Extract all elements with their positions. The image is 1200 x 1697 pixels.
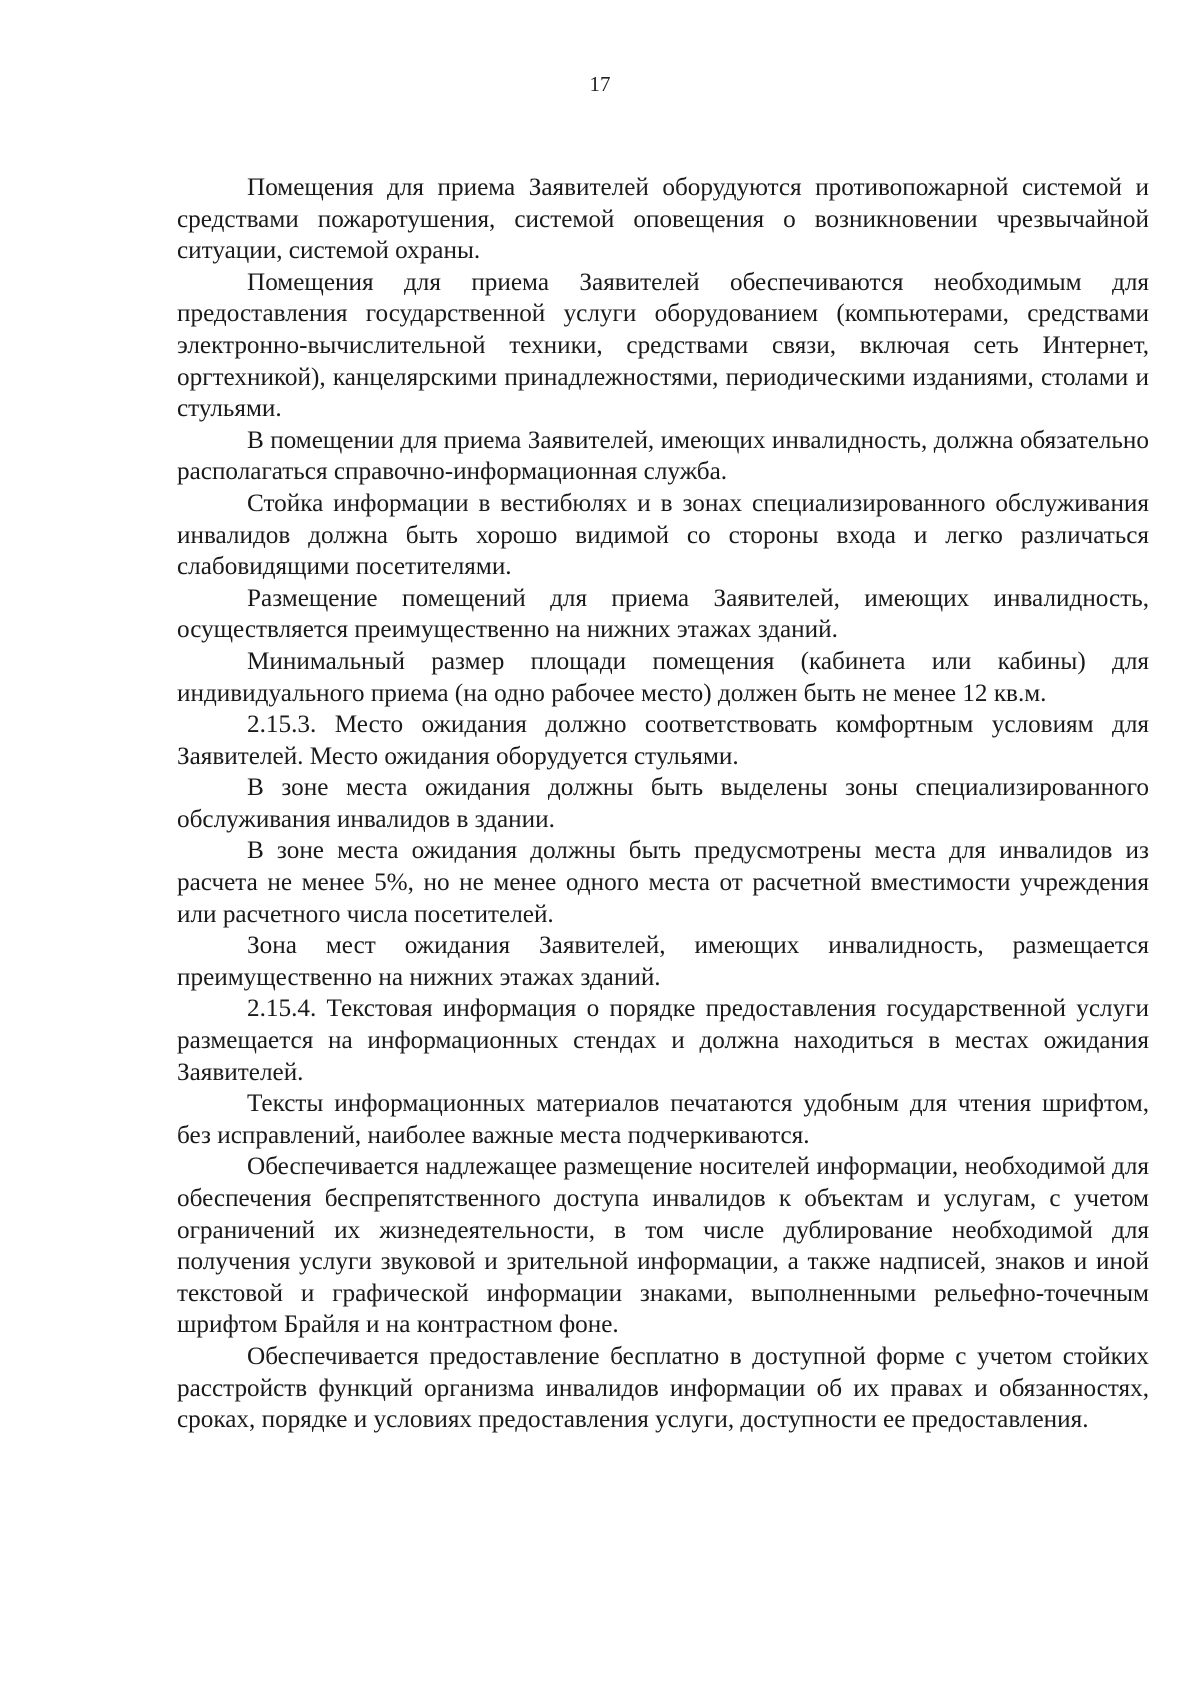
paragraph: 2.15.4. Текстовая информация о порядке предоставления государственной услуги размещается на информационных стендах и должна находиться в местах ожидания Заявителей. [177,995,1149,1086]
paragraph: В зоне места ожидания должны быть предусмотрены места для инвалидов из расчета не менее 5%, но не менее одного места от расчетной вместимости учреждения или расчетного числа посетителей. [177,837,1149,928]
paragraph: Помещения для приема Заявителей обеспечиваются необходимым для предоставления государственной услуги оборудованием (компьютерами, средствами электронно-вычислительной техники, средствами связи, включая сеть Интернет, оргтехникой), канцелярскими принадлежностями, периодическими изданиями, столами и стульями. [177,268,1149,423]
paragraph: 2.15.3. Место ожидания должно соответствовать комфортным условиям для Заявителей. Место ожидания оборудуется стульями. [177,711,1149,770]
paragraph: В помещении для приема Заявителей, имеющих инвалидность, должна обязательно располагаться справочно-информационная служба. [177,426,1149,486]
paragraph: Минимальный размер площади помещения (кабинета или кабины) для индивидуального приема (на одно рабочее место) должен быть не менее 12 кв.м. [177,647,1149,707]
page-number: 17 [589,72,611,96]
document-body [177,172,1149,1436]
paragraph: В зоне места ожидания должны быть выделены зоны специализированного обслуживания инвалидов в здании. [177,774,1149,833]
paragraph: Тексты информационных материалов печатаются удобным для чтения шрифтом, без исправлений, наиболее важные места подчеркиваются. [177,1090,1149,1149]
paragraph: Стойка информации в вестибюлях и в зонах специализированного обслуживания инвалидов должна быть хорошо видимой со стороны входа и легко различаться слабовидящими посетителями. [177,489,1149,581]
paragraph: Размещение помещений для приема Заявителей, имеющих инвалидность, осуществляется преимущественно на нижних этажах зданий. [177,584,1149,644]
paragraph: Помещения для приема Заявителей оборудуются противопожарной системой и средствами пожаротушения, системой оповещения о возникновении чрезвычайной ситуации, системой охраны. [177,174,1149,265]
paragraph: Обеспечивается надлежащее размещение носителей информации, необходимой для обеспечения беспрепятственного доступа инвалидов к объектам и услугам, с учетом ограничений их жизнедеятельности, в том числе дублирование необходимой для получения услуги звуковой и зрительной информации, а также надписей, знаков и иной текстовой и графической информации знаками, выполненными рельефно-точечным шрифтом Брайля и на контрастном фоне. [177,1153,1149,1339]
paragraph: Зона мест ожидания Заявителей, имеющих инвалидность, размещается преимущественно на нижних этажах зданий. [177,932,1149,991]
paragraph: Обеспечивается предоставление бесплатно в доступной форме с учетом стойких расстройств функций организма инвалидов информации об их правах и обязанностях, сроках, порядке и условиях предоставления услуги, доступности ее предоставления. [177,1342,1149,1434]
